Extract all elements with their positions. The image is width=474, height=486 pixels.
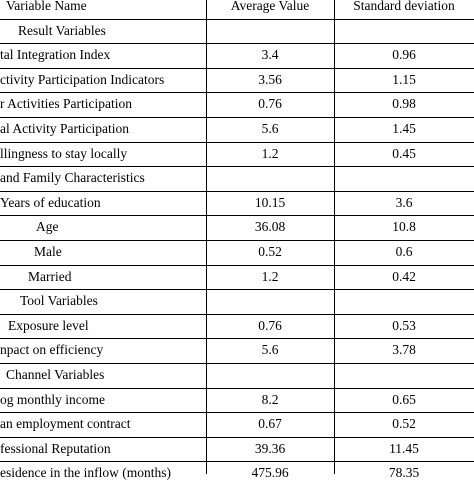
standard-deviation-cell: 0.98	[392, 96, 416, 112]
table-row	[0, 142, 474, 167]
standard-deviation-cell: 0.96	[392, 47, 416, 63]
variable-name-cell: and Family Characteristics	[0, 170, 145, 186]
row-divider	[0, 215, 474, 216]
average-value-cell: 475.96	[251, 465, 289, 481]
row-divider	[0, 92, 474, 93]
average-value-cell	[206, 19, 334, 44]
average-value-cell: 1.2	[261, 268, 279, 284]
table-row	[0, 289, 474, 314]
variable-name-cell: fessional Reputation	[0, 440, 111, 456]
average-value-cell: 8.2	[261, 391, 279, 407]
average-value-cell	[206, 289, 334, 314]
variable-name-cell: r Activities Participation	[0, 96, 132, 112]
variable-name-cell: ctivity Participation Indicators	[0, 71, 165, 87]
variable-name-cell: al Activity Participation	[0, 121, 129, 136]
average-value-cell: 0.76	[258, 317, 282, 333]
table-row	[0, 412, 474, 437]
row-divider	[0, 388, 474, 389]
row-divider	[0, 191, 474, 192]
table-row	[0, 363, 474, 388]
average-value-cell: 5.6	[261, 121, 279, 136]
header-variable-name: Variable Name	[6, 0, 87, 13]
standard-deviation-cell	[334, 289, 474, 314]
standard-deviation-cell: 3.6	[395, 194, 413, 210]
standard-deviation-cell: 0.65	[392, 391, 416, 407]
average-value-cell: 39.36	[254, 440, 286, 456]
average-value-cell: 3.56	[258, 71, 282, 87]
table-row	[0, 68, 474, 93]
variable-name-cell: npact on efficiency	[0, 342, 104, 358]
variable-name-cell: llingness to stay locally	[0, 145, 128, 161]
standard-deviation-cell: 0.52	[392, 416, 416, 432]
variable-name-cell: Married	[28, 268, 72, 284]
table-row	[0, 166, 474, 191]
variable-name-cell: Channel Variables	[6, 367, 105, 382]
row-divider	[0, 363, 474, 364]
table-row	[0, 19, 474, 44]
standard-deviation-cell: 0.42	[392, 268, 416, 284]
row-divider	[0, 338, 474, 339]
standard-deviation-cell	[334, 19, 474, 44]
row-divider	[0, 142, 474, 143]
standard-deviation-cell	[334, 363, 474, 388]
variable-name-cell: Exposure level	[8, 317, 89, 333]
average-value-cell: 10.15	[254, 194, 286, 210]
average-value-cell: 5.6	[261, 342, 279, 358]
average-value-cell: 3.4	[261, 47, 279, 63]
row-divider	[0, 461, 474, 462]
table-row	[0, 92, 474, 117]
average-value-cell	[206, 363, 334, 388]
standard-deviation-cell: 11.45	[389, 440, 419, 456]
variable-name-cell: og monthly income	[0, 391, 105, 407]
average-value-cell	[206, 166, 334, 191]
table-header-row	[0, 0, 474, 19]
table-row	[0, 314, 474, 339]
row-divider	[0, 437, 474, 438]
standard-deviation-cell: 0.53	[392, 317, 416, 333]
average-value-cell: 1.2	[261, 145, 279, 161]
column-divider	[206, 0, 207, 474]
row-divider	[0, 68, 474, 69]
header-average-value: Average Value	[230, 0, 310, 13]
table-row	[0, 43, 474, 68]
variable-name-cell: esidence in the inflow (months)	[0, 465, 171, 481]
row-divider	[0, 289, 474, 290]
table-row	[0, 117, 474, 142]
variable-name-cell: Result Variables	[18, 22, 106, 38]
standard-deviation-cell: 1.15	[392, 71, 416, 87]
table-row	[0, 265, 474, 290]
variable-name-cell: an employment contract	[0, 416, 131, 432]
variable-name-cell: Tool Variables	[20, 293, 98, 309]
table-row	[0, 437, 474, 462]
row-divider	[0, 265, 474, 266]
variable-name-cell: Male	[34, 244, 62, 259]
standard-deviation-cell: 78.35	[388, 465, 420, 481]
average-value-cell: 0.52	[258, 244, 282, 259]
standard-deviation-cell: 1.45	[392, 121, 416, 136]
row-divider	[0, 412, 474, 413]
row-divider	[0, 314, 474, 315]
row-divider	[0, 19, 474, 20]
variable-name-cell: Years of education	[0, 194, 101, 210]
column-divider	[334, 0, 335, 474]
row-divider	[0, 43, 474, 44]
average-value-cell: 0.76	[258, 96, 282, 112]
standard-deviation-cell	[334, 166, 474, 191]
standard-deviation-cell: 3.78	[392, 342, 416, 358]
standard-deviation-cell: 0.6	[395, 244, 413, 259]
standard-deviation-cell: 10.8	[392, 219, 416, 235]
table-row	[0, 215, 474, 240]
header-standard-deviation: Standard deviation	[353, 0, 455, 13]
table-row	[0, 191, 474, 216]
table-row	[0, 388, 474, 413]
table-row	[0, 240, 474, 265]
row-divider	[0, 117, 474, 118]
standard-deviation-cell: 0.45	[392, 145, 416, 161]
average-value-cell: 36.08	[254, 219, 286, 235]
row-divider	[0, 240, 474, 241]
average-value-cell: 0.67	[258, 416, 282, 432]
variable-name-cell: tal Integration Index	[0, 47, 111, 63]
table-row	[0, 338, 474, 363]
row-divider	[0, 166, 474, 167]
variable-name-cell: Age	[36, 219, 59, 235]
